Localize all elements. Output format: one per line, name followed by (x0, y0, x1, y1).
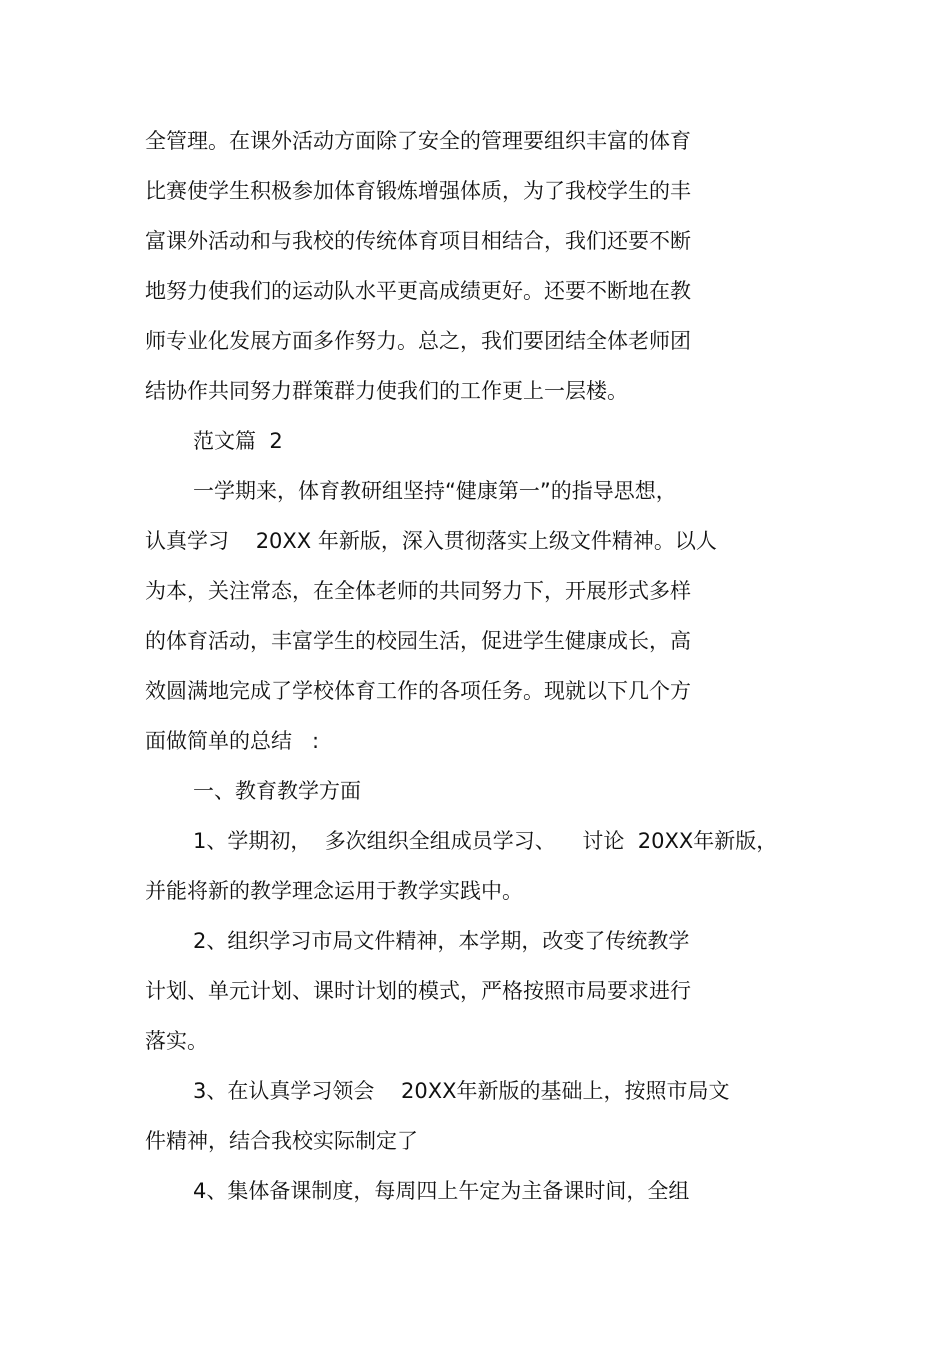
text-line: 结协作共同努力群策群力使我们的工作更上一层楼。 (145, 379, 628, 403)
text-line: 师专业化发展方面多作努力。总之，我们要团结全体老师团 (145, 329, 691, 353)
text-line: 地努力使我们的运动队水平更高成绩更好。还要不断地在教 (145, 279, 691, 303)
text-line: 比赛使学生积极参加体育锻炼增强体质，为了我校学生的丰 (145, 179, 691, 203)
text-line: 为本，关注常态，在全体老师的共同努力下，开展形式多样 (145, 579, 691, 603)
section-heading: 范文篇 2 (193, 429, 283, 453)
text-line: 效圆满地完成了学校体育工作的各项任务。现就以下几个方 (145, 679, 691, 703)
text-line: 的体育活动，丰富学生的校园生活，促进学生健康成长，高 (145, 629, 691, 653)
text-line: 2、组织学习市局文件精神，本学期，改变了传统教学 (193, 929, 690, 953)
section-heading: 一、教育教学方面 (193, 779, 361, 803)
text-line: 一学期来，体育教研组坚持“健康第一”的指导思想， (193, 479, 677, 503)
text-line: 富课外活动和与我校的传统体育项目相结合，我们还要不断 (145, 229, 691, 253)
text-line: 并能将新的教学理念运用于教学实践中。 (145, 879, 523, 903)
text-line: 1、学期初， 多次组织全组成员学习、 讨论 20XX年新版， (193, 829, 778, 853)
text-line: 3、在认真学习领会 20XX年新版的基础上，按照市局文 (193, 1079, 730, 1103)
text-line: 面做简单的总结 : (145, 729, 320, 753)
text-line: 4、集体备课制度，每周四上午定为主备课时间，全组 (193, 1179, 690, 1203)
text-line: 落实。 (145, 1029, 208, 1053)
text-line: 认真学习 20XX 年新版，深入贯彻落实上级文件精神。以人 (145, 529, 717, 553)
text-line: 件精神，结合我校实际制定了 (145, 1129, 418, 1153)
text-line: 全管理。在课外活动方面除了安全的管理要组织丰富的体育 (145, 129, 691, 153)
text-line: 计划、单元计划、课时计划的模式，严格按照市局要求进行 (145, 979, 691, 1003)
